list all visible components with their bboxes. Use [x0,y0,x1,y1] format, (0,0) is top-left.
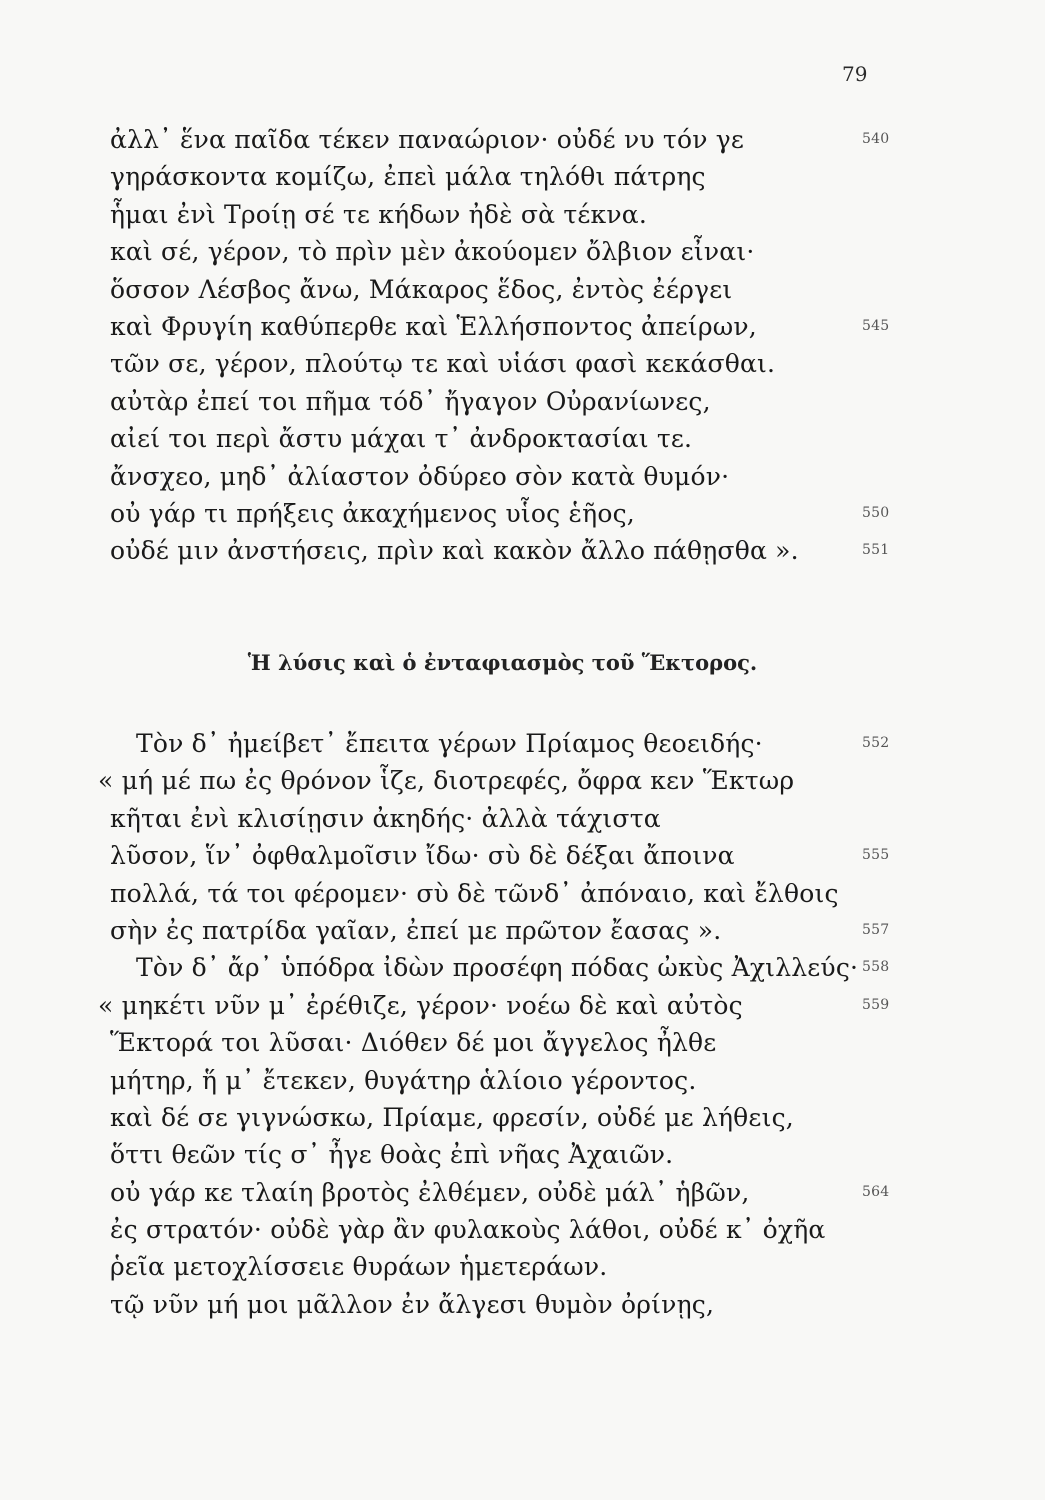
verse-line [110,271,910,308]
verse-text: Ἕκτορά τοι λῦσαι· Διόθεν δέ μοι ἄγγελος ἦλθε [110,1028,717,1058]
verse-line [110,1211,910,1248]
verse-text: ἧμαι ἐνὶ Τροίῃ σέ τε κήδων ἠδὲ σὰ τέκνα. [110,199,647,229]
verse-text: σὴν ἐς πατρίδα γαῖαν, ἐπεί με πρῶτον ἔασας ». [110,915,722,945]
verse-text: καὶ σέ, γέρον, τὸ πρὶν μὲν ἀκούομεν ὄλβιον εἶναι· [110,237,755,267]
section-heading: Ἡ λύσις καὶ ὁ ἐνταφιασμὸς τοῦ Ἕκτορος. [247,650,758,675]
verse-line [110,420,910,457]
verse-text: καὶ δέ σε γιγνώσκω, Πρίαμε, φρεσίν, οὐδέ με λήθεις, [110,1102,794,1132]
verse-line [110,725,910,762]
verse-line [110,345,910,382]
line-number: 557 [862,921,890,938]
line-number: 558 [862,959,890,976]
verse-text: αὐτὰρ ἐπεί τοι πῆμα τόδ᾽ ἤγαγον Οὐρανίωνες, [110,386,711,416]
verse-text: πολλά, τά τοι φέρομεν· σὺ δὲ τῶνδ᾽ ἀπόναιο, καὶ ἔλθοις [110,878,839,908]
verse-text: αἰεί τοι περὶ ἄστυ μάχαι τ᾽ ἀνδροκτασίαι τε. [110,424,693,454]
verse-line [110,458,910,495]
verse-text: τῷ νῦν μή μοι μᾶλλον ἐν ἄλγεσι θυμὸν ὀρίνῃς, [110,1289,715,1319]
verse-text: γηράσκοντα κομίζω, ἐπεὶ μάλα τηλόθι πάτρης [110,162,706,192]
verse-text: μήτηρ, ἥ μ᾽ ἔτεκεν, θυγάτηρ ἁλίοιο γέροντος. [110,1065,697,1095]
verse-text: κῆται ἐνὶ κλισίῃσιν ἀκηδής· ἀλλὰ τάχιστα [110,803,661,833]
verse-line [110,1024,910,1061]
verse-line [110,949,910,986]
verse-text: οὐδέ μιν ἀνστήσεις, πρὶν καὶ κακὸν ἄλλο πάθῃσθα ». [110,536,799,566]
verse-line [110,1286,910,1323]
line-number: 559 [862,996,890,1013]
verse-block-2 [98,725,910,1323]
verse-text: οὐ γάρ τι πρήξεις ἀκαχήμενος υἷος ἑῆος, [110,498,635,528]
verse-block-1 [110,121,910,570]
verse-text: ὅσσον Λέσβος ἄνω, Μάκαρος ἕδος, ἐντὸς ἐέργει [110,274,733,304]
verse-text: ὅττι θεῶν τίς σ᾽ ἦγε θοὰς ἐπὶ νῆας Ἀχαιῶν. [110,1140,674,1170]
verse-line [110,121,910,158]
verse-line [110,875,910,912]
verse-line [110,1099,910,1136]
verse-line [110,196,910,233]
verse-text: ἐς στρατόν· οὐδὲ γὰρ ἂν φυλακοὺς λάθοι, οὐδέ κ᾽ ὀχῆα [110,1215,826,1245]
verse-text: ἄνσχεο, μηδ᾽ ἀλίαστον ὀδύρεο σὸν κατὰ θυμόν· [110,461,730,491]
verse-text: οὐ γάρ κε τλαίη βροτὸς ἐλθέμεν, οὐδὲ μάλ᾽ ἡβῶν, [110,1177,750,1207]
page-number: 79 [842,62,868,86]
verse-line [110,1248,910,1285]
line-number: 564 [862,1183,890,1200]
verse-line [110,800,910,837]
verse-text: καὶ Φρυγίη καθύπερθε καὶ Ἑλλήσποντος ἀπείρων, [110,311,757,341]
verse-line [110,1062,910,1099]
verse-line [110,308,910,345]
line-number: 545 [862,317,890,334]
verse-line [110,495,910,532]
verse-text: Τὸν δ᾽ ἠμείβετ᾽ ἔπειτα γέρων Πρίαμος θεοειδής· [136,729,763,758]
verse-line [98,762,910,799]
verse-line [110,233,910,270]
verse-text: ἀλλ᾽ ἕνα παῖδα τέκεν παναώριον· οὐδέ νυ τόν γε [110,125,745,154]
verse-line [110,912,910,949]
line-number: 555 [862,847,890,864]
verse-line [110,158,910,195]
verse-line [110,837,910,874]
verse-line [110,532,910,569]
verse-line [110,383,910,420]
verse-text: τῶν σε, γέρον, πλούτῳ τε καὶ υἱάσι φασὶ κεκάσθαι. [110,349,776,379]
line-number: 551 [862,542,890,559]
verse-line [110,1174,910,1211]
line-number: 540 [862,131,890,147]
verse-text: ῥεῖα μετοχλίσσειε θυράων ἡμετεράων. [110,1252,608,1282]
verse-text: Τὸν δ᾽ ἄρ᾽ ὑπόδρα ἰδὼν προσέφη πόδας ὠκὺς Ἀχιλλεύς· [136,953,859,983]
line-number: 552 [862,735,890,751]
line-number: 550 [862,504,890,521]
verse-text: λῦσον, ἵν᾽ ὀφθαλμοῖσιν ἴδω· σὺ δὲ δέξαι ἄποινα [110,841,735,871]
verse-text: « μηκέτι νῦν μ᾽ ἐρέθιζε, γέρον· νοέω δὲ καὶ αὐτὸς [98,990,743,1020]
verse-text: « μή μέ πω ἐς θρόνον ἷζε, διοτρεφές, ὄφρα κεν Ἕκτωρ [98,766,795,796]
verse-line [110,1136,910,1173]
verse-line [98,987,910,1024]
